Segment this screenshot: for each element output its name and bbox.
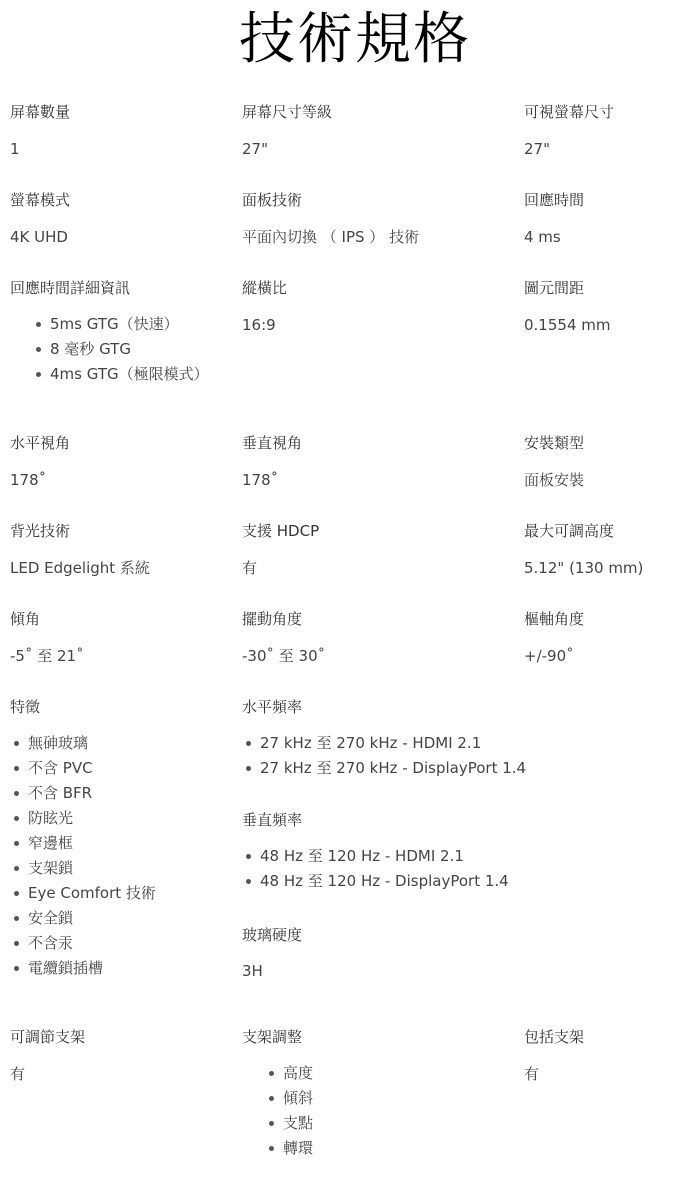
- list-item: 支點: [265, 1111, 313, 1136]
- glass-value: 3H: [242, 962, 263, 980]
- features-label: 特徵: [10, 698, 41, 716]
- h-view-label: 水平視角: [10, 434, 71, 452]
- list-item: 支架鎖: [10, 856, 156, 881]
- list-item: 27 kHz 至 270 kHz - HDMI 2.1: [242, 731, 526, 756]
- list-item: 4ms GTG（極限模式）: [32, 362, 209, 387]
- incl-stand-label: 包括支架: [524, 1028, 585, 1046]
- stand-adj-list: [265, 1061, 313, 1161]
- viewable-size-value: 27": [524, 140, 550, 158]
- response-time-label: 回應時間: [524, 191, 585, 209]
- panel-tech-label: 面板技術: [242, 191, 303, 209]
- viewable-size-label: 可視螢幕尺寸: [524, 103, 615, 121]
- backlight-label: 背光技術: [10, 522, 71, 540]
- list-item: 48 Hz 至 120 Hz - DisplayPort 1.4: [242, 869, 509, 894]
- page-title: 技術規格: [239, 7, 471, 72]
- mount-label: 安裝類型: [524, 434, 585, 452]
- list-item: 不含汞: [10, 931, 156, 956]
- hdcp-label: 支援 HDCP: [242, 522, 320, 540]
- aspect-ratio-value: 16:9: [242, 316, 276, 334]
- features-list: [10, 731, 156, 981]
- v-view-value: 178˚: [242, 471, 279, 489]
- hdcp-value: 有: [242, 559, 258, 577]
- list-item: 不含 PVC: [10, 756, 156, 781]
- display-mode-label: 螢幕模式: [10, 191, 71, 209]
- max-height-label: 最大可調高度: [524, 522, 615, 540]
- h-freq-list: [242, 731, 526, 781]
- list-item: 轉環: [265, 1136, 313, 1161]
- glass-label: 玻璃硬度: [242, 926, 303, 944]
- adj-stand-label: 可調節支架: [10, 1028, 86, 1046]
- list-item: 27 kHz 至 270 kHz - DisplayPort 1.4: [242, 756, 526, 781]
- v-freq-list: [242, 844, 509, 894]
- size-class-value: 27": [242, 140, 268, 158]
- pixel-pitch-label: 圖元間距: [524, 279, 585, 297]
- tilt-value: -5˚ 至 21˚: [10, 647, 84, 665]
- panel-tech-value: 平面內切換 （ IPS ） 技術: [242, 228, 420, 246]
- screens-value: 1: [10, 140, 20, 158]
- stand-adj-label: 支架調整: [242, 1028, 303, 1046]
- list-item: 電纜鎖插槽: [10, 956, 156, 981]
- h-view-value: 178˚: [10, 471, 47, 489]
- swivel-value: -30˚ 至 30˚: [242, 647, 326, 665]
- mount-value: 面板安裝: [524, 471, 585, 489]
- response-detail-list: [32, 312, 209, 387]
- aspect-ratio-label: 縱橫比: [242, 279, 288, 297]
- size-class-label: 屏幕尺寸等級: [242, 103, 333, 121]
- response-time-value: 4 ms: [524, 228, 561, 246]
- swivel-label: 擺動角度: [242, 610, 303, 628]
- list-item: 不含 BFR: [10, 781, 156, 806]
- list-item: 8 毫秒 GTG: [32, 337, 209, 362]
- v-view-label: 垂直視角: [242, 434, 303, 452]
- list-item: 5ms GTG（快速）: [32, 312, 209, 337]
- list-item: Eye Comfort 技術: [10, 881, 156, 906]
- pivot-label: 樞軸角度: [524, 610, 585, 628]
- screens-label: 屏幕數量: [10, 103, 71, 121]
- list-item: 防眩光: [10, 806, 156, 831]
- adj-stand-value: 有: [10, 1065, 26, 1083]
- list-item: 48 Hz 至 120 Hz - HDMI 2.1: [242, 844, 509, 869]
- backlight-value: LED Edgelight 系統: [10, 559, 150, 577]
- display-mode-value: 4K UHD: [10, 228, 68, 246]
- h-freq-label: 水平頻率: [242, 698, 303, 716]
- list-item: 傾斜: [265, 1086, 313, 1111]
- list-item: 無砷玻璃: [10, 731, 156, 756]
- tilt-label: 傾角: [10, 610, 41, 628]
- pivot-value: +/-90˚: [524, 647, 574, 665]
- pixel-pitch-value: 0.1554 mm: [524, 316, 611, 334]
- list-item: 窄邊框: [10, 831, 156, 856]
- v-freq-label: 垂直頻率: [242, 811, 303, 829]
- list-item: 高度: [265, 1061, 313, 1086]
- response-detail-label: 回應時間詳細資訊: [10, 279, 131, 297]
- incl-stand-value: 有: [524, 1065, 540, 1083]
- max-height-value: 5.12" (130 mm): [524, 559, 644, 577]
- list-item: 安全鎖: [10, 906, 156, 931]
